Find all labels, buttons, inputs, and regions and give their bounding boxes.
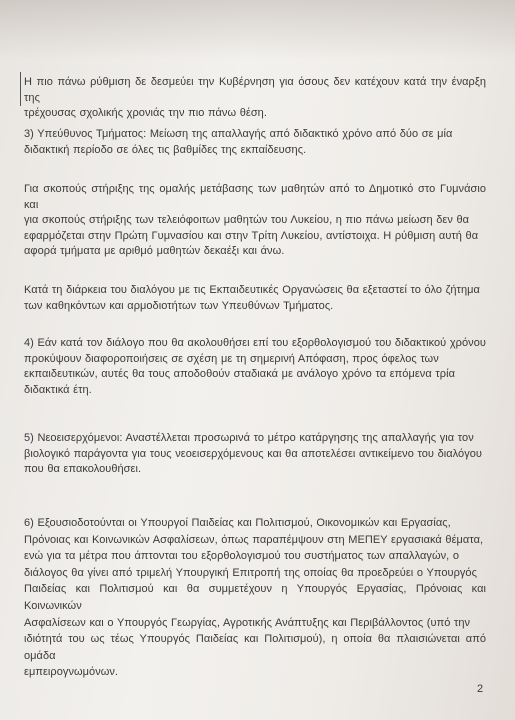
margin-mark [20, 72, 21, 106]
paragraph-section-5: 5) Νεοεισερχόμενοι: Αναστέλλεται προσωρινά το μέτρο κατάργησης της απαλλαγής για τον βιολογικό παράγοντα για τους νεοεισερχόμενους και θα αποτελέσει αντικείμενο του διαλόγου που θα επακολουθήσει. [24, 432, 482, 475]
paragraph-government-note: Η πιο πάνω ρύθμιση δε δεσμεύει την Κυβέρνηση για όσους δεν κατέχουν κατά την έναρξη της τρέχουσας σχολικής χρονιάς την πιο πάνω θέση. [24, 76, 486, 119]
top-shadow [0, 0, 515, 60]
paragraph-section-4: 4) Εάν κατά τον διάλογο που θα ακολουθήσει επί του εξορθολογισμού του διδακτικού χρόνου προκύψουν διαφοροποιήσεις σε σχέση με τη σημερινή Απόφαση, προς όφελος των εκπαιδευτικών, αυτές θα τους αποδοθούν σταδιακά με ανάλογο χρόνο τα επόμενα τρία διδακτικά έτη. [24, 337, 486, 396]
page-number: 2 [477, 683, 484, 695]
paragraph-dialogue: Κατά τη διάρκεια του διαλόγου με τις Εκπαιδευτικές Οργανώσεις θα εξεταστεί το όλο ζήτημα των καθηκόντων και αρμοδιοτήτων των Υπευθύνων Τμήματος. [24, 284, 480, 312]
paragraph-section-6: 6) Εξουσιοδοτούνται οι Υπουργοί Παιδείας και Πολιτισμού, Οικονομικών και Εργασίας, Πρόνοιας και Κοινωνικών Ασφαλίσεων, όπως παραπέμψουν στη ΜΕΠΕΥ εργασιακά θέματα, ενώ για τα μέτρα που άπτονται του εξορθολογισμού του συστήματος των απαλλαγών, ο διάλογος θα γίνει από τριμελή Υπουργική Επιτροπή της οποίας θα προεδρεύει ο Υπουργός Παιδείας και Πολιτισμού και θα συμμετέχουν η Υπουργός Εργασίας, Πρόνοιας και Κοινωνικών Ασφαλίσεων και ο Υπουργός Γεωργίας, Αγροτικής Ανάπτυξης και Περιβάλλοντος (υπό την ιδιότητά του ως τέως Υπουργός Παιδείας και Πολιτισμού), η οποία θα πλαισιώνεται από ομάδα εμπειρογνωμόνων. [24, 517, 486, 679]
paragraph-section-3: 3) Υπεύθυνος Τμήματος: Μείωση της απαλλαγής από διδακτικό χρόνο από δύο σε μία διδακτική περίοδο σε όλες τις βαθμίδες της εκπαίδευσης. [24, 128, 453, 156]
paragraph-transition-support: Για σκοπούς στήριξης της ομαλής μετάβασης των μαθητών από το Δημοτικό στο Γυμνάσιο και για σκοπούς στήριξης των τελειόφοιτων μαθητών του Λυκείου, η πιο πάνω μείωση δεν θα εφαρμόζεται στην Πρώτη Γυμνασίου και στην Τρίτη Λυκείου, αντίστοιχα. Η ρύθμιση αυτή θα αφορά τμήματα με αριθμό μαθητών δεκαέξι και άνω. [24, 183, 486, 257]
